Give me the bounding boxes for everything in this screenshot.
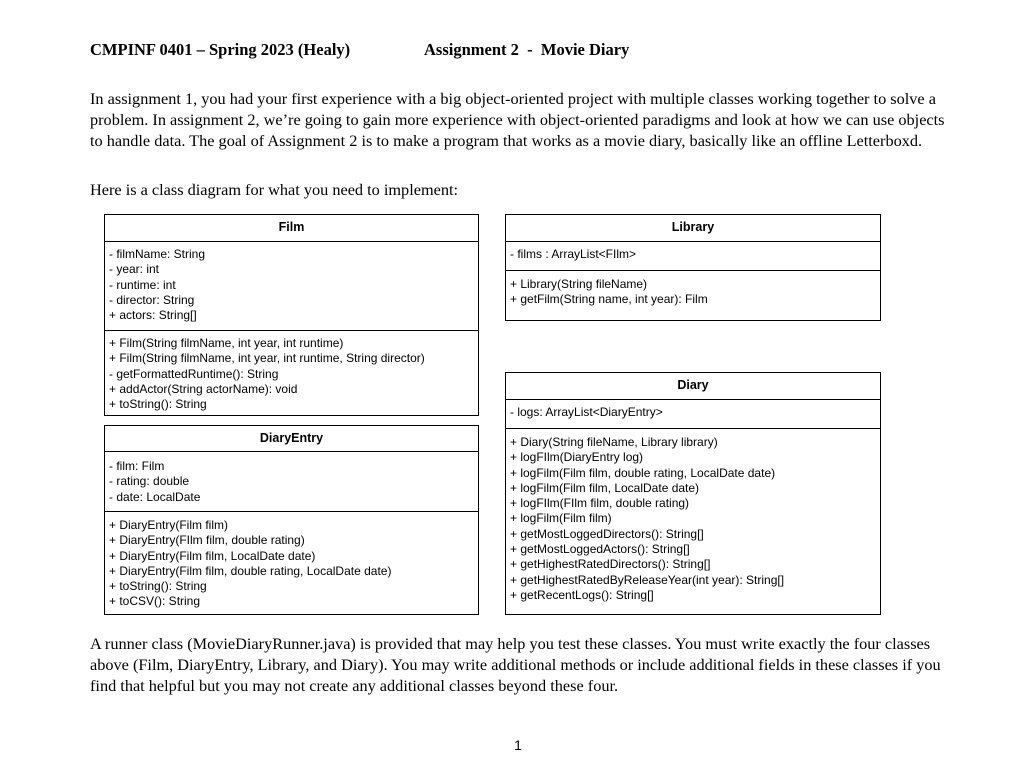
film-method: + Film(String filmName, int year, int runtime) [109,336,344,350]
library-methods [506,271,880,308]
diagram-intro: Here is a class diagram for what you need to implement: [90,180,459,199]
diary-entry-fields [105,452,478,512]
diary-method: + logFIlm(DiaryEntry log) [510,450,644,465]
film-method: + addActor(String actorName): void [109,381,298,396]
diary-entry-method: + DiaryEntry(Film film, LocalDate date) [109,548,316,563]
diary-entry-method: + DiaryEntry(FIlm film, double rating) [109,533,305,548]
assignment-title: Assignment 2 - Movie Diary [424,40,630,59]
diary-method: + logFilm(Film film, double rating, LocalDate date) [510,465,776,480]
film-field: + actors: String[] [109,308,197,323]
class-box-diary-entry [104,425,479,615]
page-number: 1 [514,737,522,753]
diary-entry-methods [105,512,478,610]
class-box-library [505,214,881,321]
diary-entry-field: - film: Film [109,459,165,473]
diary-method: + getRecentLogs(): String[] [510,587,654,602]
class-name-library: Library [506,215,880,242]
library-method: + Library(String fileName) [510,277,648,291]
diary-method: + logFilm(Film film) [510,511,612,526]
diary-methods [506,429,880,603]
film-methods [105,331,478,412]
course-title: CMPINF 0401 – Spring 2023 (Healy) [90,40,351,59]
diary-method: + getMostLoggedDirectors(): String[] [510,526,704,541]
class-box-film [104,214,479,416]
film-field: - year: int [109,262,160,277]
diary-method: + Diary(String fileName, Library library) [510,435,718,449]
diary-fields [506,400,880,429]
film-field: - runtime: int [109,277,176,292]
film-method: + toString(): String [109,397,207,412]
diary-field: - logs: ArrayList<DiaryEntry> [510,405,663,419]
class-name-diary-entry: DiaryEntry [105,426,478,452]
diary-entry-method: + toString(): String [109,579,207,594]
film-method: + Film(String filmName, int year, int runtime, String director) [109,351,425,366]
diary-method: + logFilm(Film film, LocalDate date) [510,480,700,495]
class-name-diary: Diary [506,373,880,400]
diary-entry-method: + DiaryEntry(Film film) [109,518,228,532]
document-header [90,40,630,60]
class-name-film: Film [105,215,478,242]
diary-entry-field: - date: LocalDate [109,489,201,504]
diary-method: + getHighestRatedByReleaseYear(int year): String[] [510,572,785,587]
diary-entry-method: + DiaryEntry(Film film, double rating, LocalDate date) [109,563,392,578]
library-field: - films : ArrayList<FIlm> [510,247,637,261]
film-field: - filmName: String [109,247,206,261]
diary-method: + getMostLoggedActors(): String[] [510,542,690,557]
film-field: - director: String [109,292,195,307]
library-method: + getFilm(String name, int year): Film [510,292,708,307]
library-fields [506,242,880,271]
intro-paragraph: In assignment 1, you had your first experience with a big object-oriented project with multiple classes working together to solve a problem. In assignment 2, we’re going to gain more experience with object-oriented paradigms and look at how we can use objects to handle data. The goal of Assignment 2 is to make a program that works as a movie diary, basically like an offline Letterboxd. [90,89,945,150]
film-method: - getFormattedRuntime(): String [109,366,279,381]
closing-paragraph: A runner class (MovieDiaryRunner.java) is provided that may help you test these classes. You must write exactly the four classes above (Film, DiaryEntry, Library, and Diary). You may write additional methods or include additional fields in these classes if you find that helpful but you may not create any additional classes beyond these four. [90,634,941,695]
diary-method: + getHighestRatedDirectors(): String[] [510,557,711,572]
diary-entry-field: - rating: double [109,474,190,489]
diary-entry-method: + toCSV(): String [109,594,201,609]
diary-method: + logFIlm(FIlm film, double rating) [510,496,690,511]
film-fields [105,242,478,331]
class-box-diary [505,372,881,615]
